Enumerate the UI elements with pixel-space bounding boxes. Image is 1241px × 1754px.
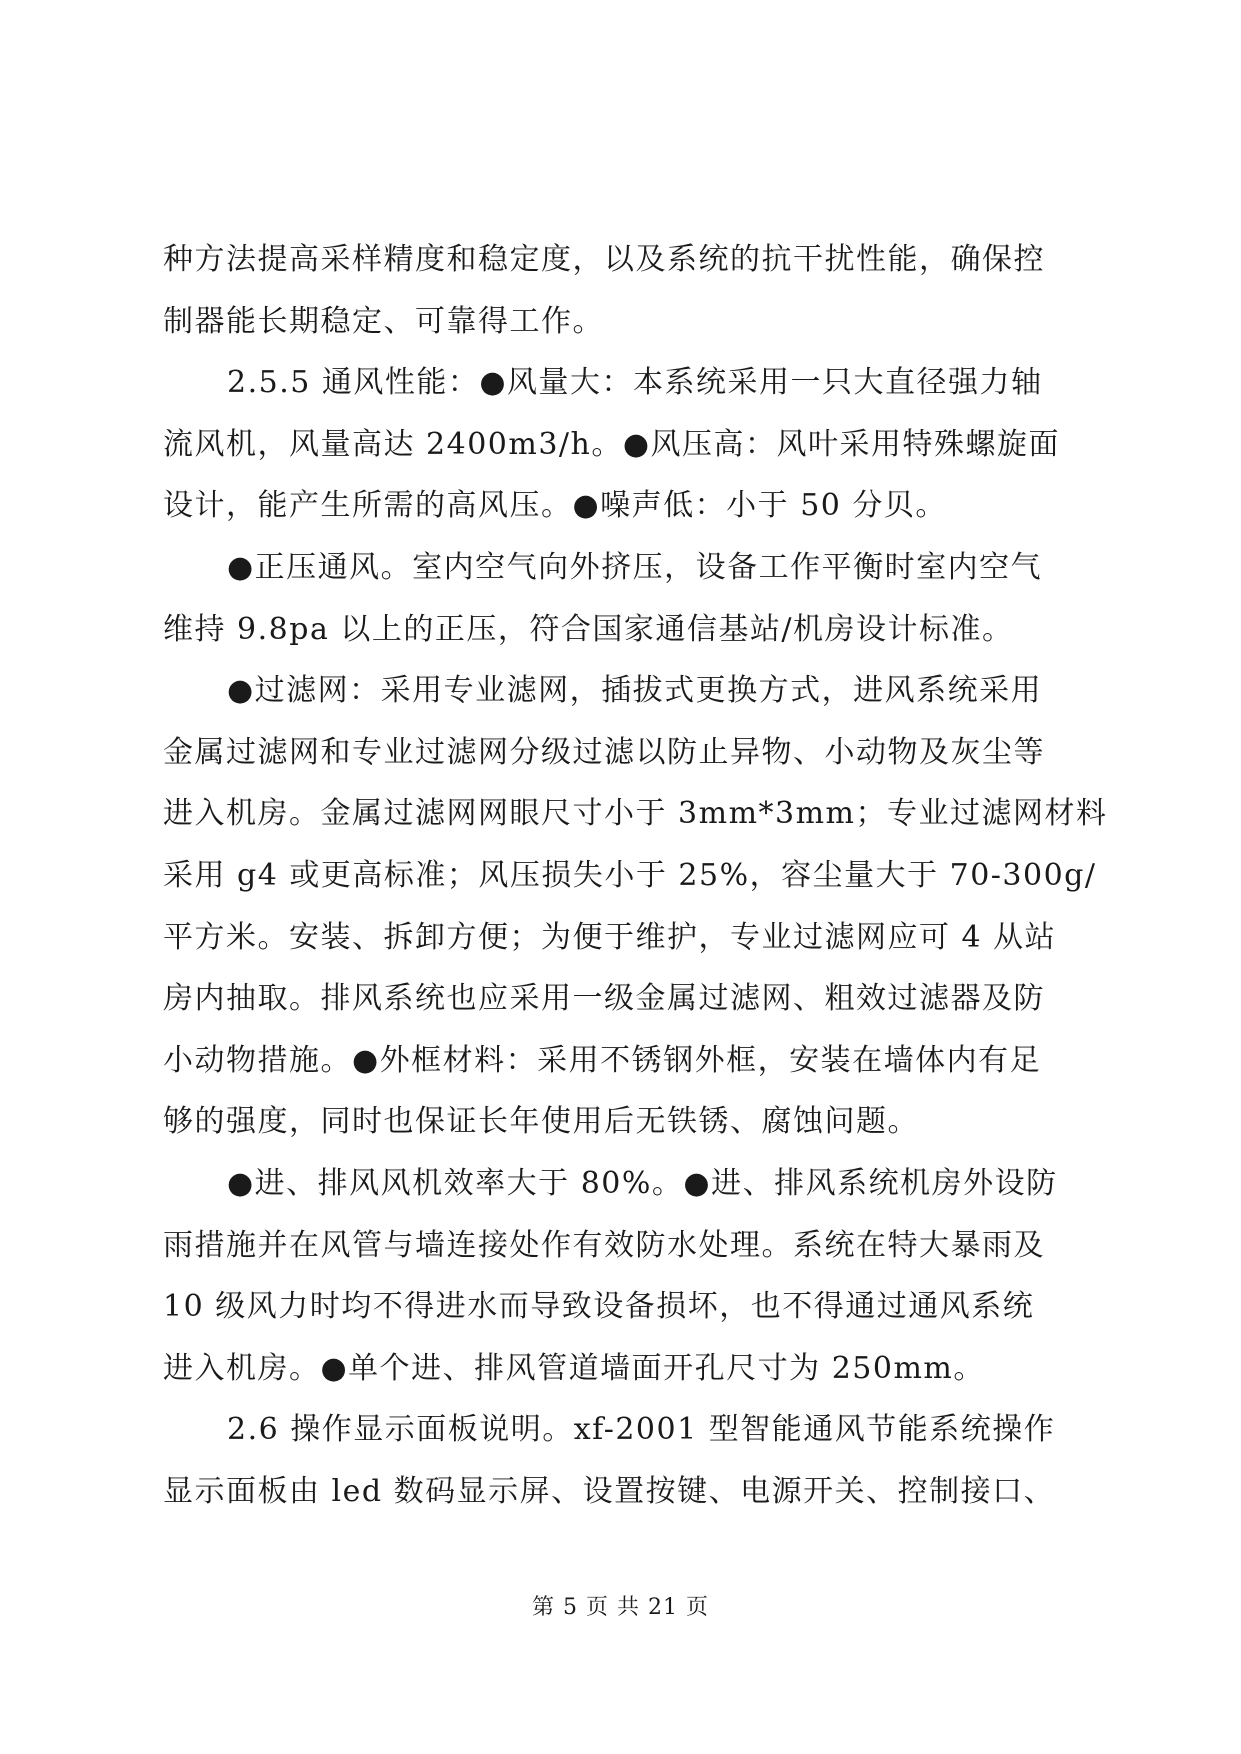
- text-line: 进入机房。金属过滤网网眼尺寸小于 3mm*3mm；专业过滤网材料: [163, 796, 1108, 832]
- text-line: 设计，能产生所需的高风压。●噪声低：小于 50 分贝。: [163, 488, 947, 524]
- text-line: 2.5.5 通风性能：●风量大：本系统采用一只大直径强力轴: [227, 365, 1043, 401]
- text-line: 进入机房。●单个进、排风管道墙面开孔尺寸为 250mm。: [163, 1350, 985, 1386]
- text-line: 2.6 操作显示面板说明。xf-2001 型智能通风节能系统操作: [227, 1412, 1056, 1448]
- text-line: 平方米。安装、拆卸方便；为便于维护，专业过滤网应可 4 从站: [163, 919, 1057, 955]
- text-line: ●正压通风。室内空气向外挤压，设备工作平衡时室内空气: [227, 549, 1043, 585]
- text-line: 房内抽取。排风系统也应采用一级金属过滤网、粗效过滤器及防: [163, 981, 1045, 1017]
- text-line: 流风机，风量高达 2400m3/h。●风压高：风叶采用特殊螺旋面: [163, 426, 1061, 462]
- text-line: 小动物措施。●外框材料：采用不锈钢外框，安装在墙体内有足: [163, 1042, 1042, 1078]
- text-line: 够的强度，同时也保证长年使用后无铁锈、腐蚀问题。: [163, 1104, 919, 1140]
- text-line: 采用 g4 或更高标准；风压损失小于 25%，容尘量大于 70-300g/: [163, 857, 1097, 893]
- text-line: ●进、排风风机效率大于 80%。●进、排风系统机房外设防: [227, 1165, 1058, 1201]
- body-text: [163, 229, 1108, 1522]
- text-line: ●过滤网：采用专业滤网，插拔式更换方式，进风系统采用: [227, 673, 1043, 709]
- page-number-footer: 第 5 页 共 21 页: [532, 1595, 709, 1620]
- text-line: 维持 9.8pa 以上的正压，符合国家通信基站/机房设计标准。: [163, 611, 1014, 647]
- text-line: 金属过滤网和专业过滤网分级过滤以防止异物、小动物及灰尘等: [163, 734, 1045, 770]
- text-line: 制器能长期稳定、可靠得工作。: [163, 303, 604, 339]
- text-line: 雨措施并在风管与墙连接处作有效防水处理。系统在特大暴雨及: [163, 1227, 1045, 1263]
- text-line: 10 级风力时均不得进水而导致设备损坏，也不得通过通风系统: [163, 1289, 1035, 1325]
- text-line: 显示面板由 led 数码显示屏、设置按键、电源开关、控制接口、: [163, 1473, 1056, 1509]
- text-line: 种方法提高采样精度和稳定度，以及系统的抗干扰性能，确保控: [163, 242, 1045, 277]
